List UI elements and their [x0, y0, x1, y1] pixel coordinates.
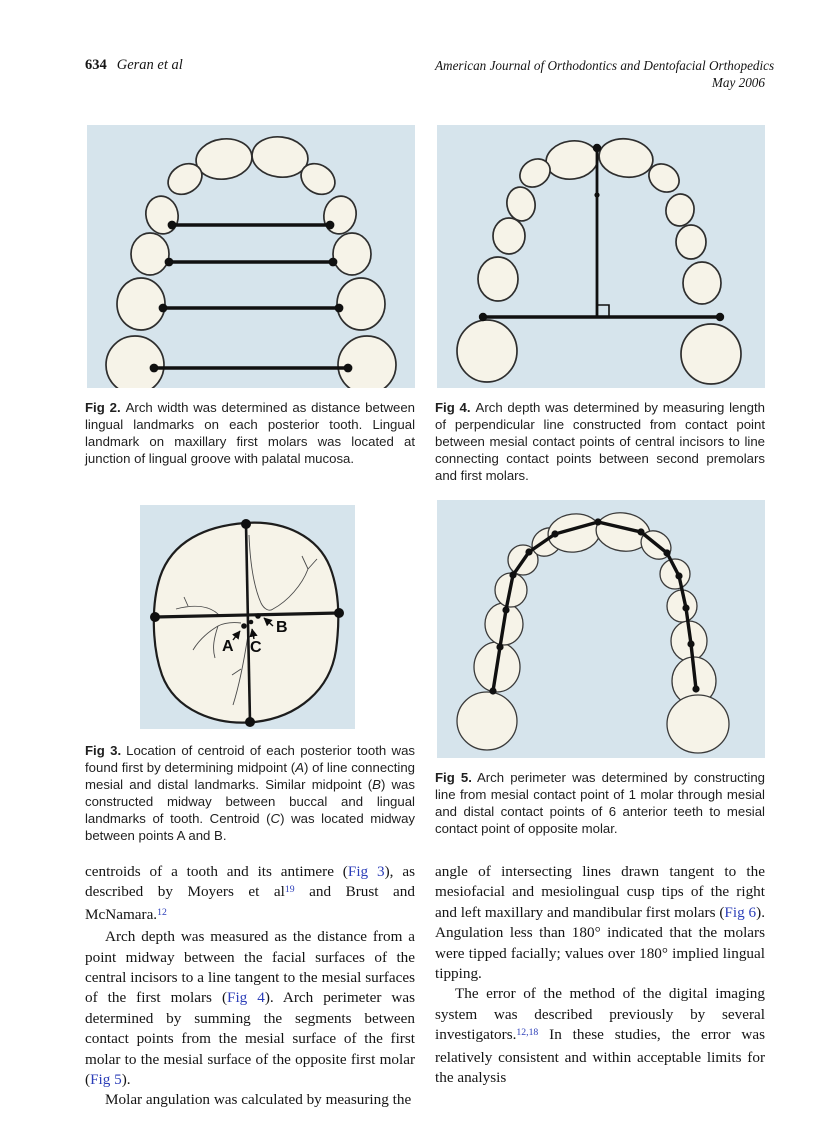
body-paragraph: [435, 862, 765, 984]
citation-reference-link[interactable]: 12,18: [516, 1027, 539, 1039]
citation-reference-link[interactable]: 19: [284, 884, 295, 896]
fig3-caption-text: [85, 743, 415, 843]
fig5-arch-perimeter-diagram: [437, 500, 765, 758]
point-b-label: B: [276, 619, 288, 636]
fig4-arch-depth-diagram: [437, 125, 765, 388]
text-run: The error of the method of the digital imaging system was described previously by several investigators.: [435, 985, 765, 1044]
figure-reference-link[interactable]: Fig 4: [227, 989, 265, 1007]
fig4-caption-text: [435, 400, 765, 483]
header-right: [435, 57, 775, 91]
fig2-caption: [85, 400, 415, 468]
arch-width-measurement-lines: [150, 221, 353, 373]
fig5-caption-label: Fig 5.: [435, 770, 472, 785]
text-run: ) was constructed midway between buccal and lingual landmarks of tooth. Centroid (: [85, 776, 415, 826]
fig3-centroid-diagram: [140, 505, 355, 729]
fig2-arch-width-diagram: [87, 125, 415, 388]
figure-reference-link[interactable]: Fig 6: [724, 903, 757, 921]
text-run: ). Angulation less than 180° indicated that the molars were tipped facially; values over 180° implied lingual tipping.: [435, 903, 765, 983]
point-c-label: C: [250, 639, 262, 656]
text-run: ) of line connecting mesial and distal landmarks. Similar midpoint (: [85, 759, 416, 792]
text-run: B: [372, 776, 381, 792]
fig2-caption-text: [85, 400, 415, 466]
text-run: Location of centroid of each posterior tooth was found first by determining midpoint (: [85, 743, 416, 775]
body-paragraph: [85, 862, 415, 927]
text-run: ).: [121, 1071, 131, 1089]
text-run: angle of intersecting lines drawn tangent to the mesiofacial and mesiolingual cusp tips of the right and left maxillary and mandibular first molars (: [435, 863, 765, 921]
text-run: Molar angulation was calculated by measuring the: [105, 1091, 412, 1109]
body-column-right: [435, 862, 765, 1088]
fig3-caption: [85, 743, 415, 844]
fig3-panel: [140, 505, 355, 729]
fig4-panel: [437, 125, 765, 388]
body-paragraph: [85, 927, 415, 1090]
fig4-caption-label: Fig 4.: [435, 400, 471, 415]
header-left: [85, 57, 183, 74]
fig5-caption: [435, 770, 765, 838]
text-run: C: [270, 810, 281, 826]
fig4-caption: [435, 400, 765, 485]
fig5-panel: [437, 500, 765, 758]
fig2-caption-label: Fig 2.: [85, 400, 121, 415]
body-paragraph: [85, 1090, 415, 1110]
text-run: ), as described by Moyers et al: [85, 863, 415, 901]
text-run: Arch width was determined as distance between lingual landmarks on each posterior tooth. Lingual landmark on maxillary first molars was located at junction of lingual groove with palatal mucosa.: [85, 400, 416, 466]
text-run: ). Arch perimeter was determined by summing the segments between contact points from the mesial surface of the first molar to the mesial surface of the opposite first molar (: [85, 989, 415, 1089]
point-a-dot: [241, 623, 247, 629]
text-run: Arch depth was determined by measuring length of perpendicular line constructed from contact point between mesial contact points of central incisors to line connecting contact points between second premolars and first molars.: [435, 400, 765, 483]
text-run: centroids of a tooth and its antimere (: [85, 863, 348, 880]
journal-issue: May 2006: [711, 75, 765, 90]
body-column-left: [85, 862, 415, 1111]
journal-title: American Journal of Orthodontics and Dentofacial Orthopedics: [435, 58, 775, 73]
body-paragraph: [435, 984, 765, 1088]
figure-reference-link[interactable]: Fig 5: [90, 1071, 122, 1089]
fig5-caption-text: [435, 770, 765, 836]
point-c-dot: [249, 620, 254, 625]
citation-reference-link[interactable]: 12: [157, 906, 167, 918]
fig3-caption-label: Fig 3.: [85, 743, 122, 758]
text-run: In these studies, the error was relatively consistent and within acceptable limits for the analysis: [435, 1026, 765, 1087]
text-run: ) was located midway between points A and B.: [85, 810, 416, 843]
fig2-panel: [87, 125, 415, 388]
figure-reference-link[interactable]: Fig 3: [347, 863, 385, 880]
page-number: 634: [85, 57, 107, 73]
text-run: Arch depth was measured as the distance from a point midway between the facial surfaces of the central incisors to a line tangent to the mesial surfaces of the first molars (: [85, 928, 415, 1007]
text-run: Arch perimeter was determined by constructing line from mesial contact point of 1 molar through mesial and distal contact points of 6 anterior teeth to mesial contact point of opposite molar.: [435, 770, 766, 836]
running-authors: Geran et al: [116, 57, 183, 73]
teeth-outlines: [457, 135, 741, 384]
point-b-dot: [255, 613, 261, 619]
text-run: and Brust and McNamara.: [85, 883, 415, 923]
point-a-label: A: [222, 638, 234, 655]
text-run: A: [295, 759, 304, 775]
